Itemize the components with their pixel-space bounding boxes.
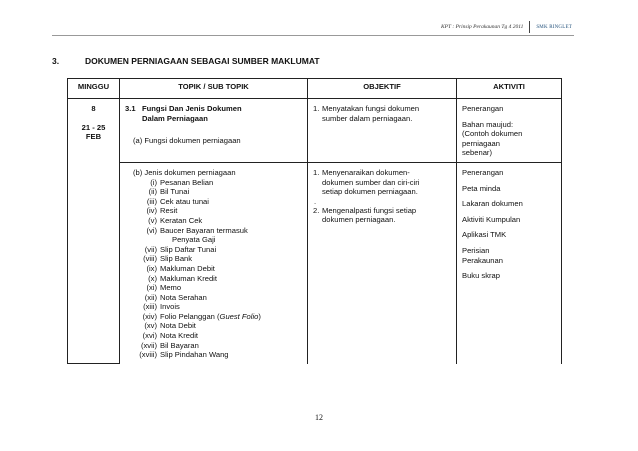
list-item-number: (xiv): [142, 311, 157, 321]
list-item: [125, 206, 302, 216]
week-number: 8: [91, 104, 96, 113]
document-type-list: [125, 178, 302, 360]
list-item: [125, 178, 302, 188]
list-item-number: (ii): [148, 187, 157, 197]
header-school: SMK RINGLET: [536, 24, 572, 30]
col-header-objektif: OBJEKTIF: [308, 79, 457, 99]
list-item-text: Resit: [160, 206, 178, 216]
objective-line: Mengenalpasti fungsi setiap: [322, 205, 417, 215]
activity-item-line: sebenar): [462, 148, 492, 158]
activity-item: Aktiviti Kumpulan: [462, 214, 521, 224]
activity-item: Peta minda: [462, 183, 501, 193]
list-item-text: Invois: [160, 302, 180, 312]
col-header-topik: TOPIK / SUB TOPIK: [120, 79, 308, 99]
list-item-number: (xvi): [142, 331, 157, 341]
list-item-number: (vi): [146, 225, 157, 235]
topic-number: 3.1: [125, 104, 136, 113]
week-cell: [68, 99, 120, 364]
header-rule: [52, 35, 574, 36]
list-item: [125, 264, 302, 274]
topic-title: [125, 104, 302, 123]
list-item-text: Bil Tunai: [160, 187, 190, 197]
list-item-number: (x): [148, 273, 157, 283]
list-item: [125, 302, 302, 312]
list-item: [125, 254, 302, 264]
list-item-text: Nota Debit: [160, 321, 196, 331]
list-item: [125, 187, 302, 197]
subtopic-b: (b) Jenis dokumen perniagaan: [133, 167, 236, 177]
week-month: FEB: [85, 132, 102, 142]
objective-item: [313, 206, 451, 225]
list-item-number: (xii): [144, 292, 157, 302]
page-number: 12: [315, 413, 323, 422]
list-item: [125, 197, 302, 207]
list-item: [125, 235, 302, 245]
objective-cell: [308, 99, 457, 163]
objective-line: dokumen perniagaan.: [322, 215, 396, 225]
objective-item: [313, 168, 451, 197]
table-row: [68, 99, 562, 163]
objective-number: 1.: [313, 104, 320, 113]
list-item-number: (xiii): [143, 302, 157, 312]
list-item-text: Cek atau tunai: [160, 196, 209, 206]
objective-cell: [308, 162, 457, 363]
list-item: [125, 312, 302, 322]
objective-line-1: Menyatakan fungsi dokumen: [322, 104, 420, 113]
activity-cell: [457, 99, 562, 163]
objective-line-2: sumber dalam perniagaan.: [322, 113, 413, 123]
list-item: [125, 216, 302, 226]
col-header-minggu: MINGGU: [68, 79, 120, 99]
objective-item: [313, 104, 451, 123]
list-item-number: (xv): [144, 321, 157, 331]
list-item-text: Slip Pindahan Wang: [160, 350, 229, 360]
list-item: [125, 245, 302, 255]
list-item-text-main: Folio Pelanggan: [160, 311, 215, 321]
activity-item: Penerangan: [462, 167, 504, 177]
topic-title-line-2: Dalam Perniagaan: [142, 113, 208, 123]
list-item: [125, 226, 302, 236]
activity-item-line: Perisian: [462, 245, 490, 255]
list-item-number: [125, 235, 172, 245]
week-range: 21 - 25: [81, 122, 106, 132]
list-item-number: (viii): [143, 254, 157, 264]
header-title: KPT : Prinsip Perakaunan Tg 4 2011: [441, 24, 524, 30]
list-item-text: Memo: [160, 283, 182, 293]
list-item-text-italic: Guest Folio: [219, 311, 259, 321]
activity-item-line: Bahan maujud:: [462, 119, 514, 129]
list-item: [125, 350, 302, 360]
activity-item: [462, 246, 556, 265]
objective-line: setiap dokumen perniagaan.: [322, 187, 418, 197]
list-item-number: (v): [148, 215, 157, 225]
list-item-text: Makluman Debit: [160, 263, 215, 273]
list-item-text: Bil Bayaran: [160, 340, 199, 350]
lesson-plan-table: [67, 78, 562, 364]
objective-line: Menyenaraikan dokumen-: [322, 167, 410, 177]
objective-line: dokumen sumber dan ciri-ciri: [322, 177, 420, 187]
col-header-aktiviti: AKTIVITI: [457, 79, 562, 99]
subtopic-a: (a) Fungsi dokumen perniagaan: [133, 136, 241, 146]
list-item-text: Keratan Cek: [160, 215, 203, 225]
list-item-text: Nota Kredit: [160, 331, 198, 341]
header-separator: [529, 21, 530, 33]
list-item-number: (xvii): [140, 340, 157, 350]
topic-cell: [120, 162, 308, 363]
list-item-number: (iii): [146, 196, 157, 206]
list-item-text: Folio Pelanggan (Guest Folio): [160, 311, 261, 321]
list-item-text: Penyata Gaji: [172, 235, 216, 245]
list-item: [125, 331, 302, 341]
activity-item: Penerangan: [462, 104, 504, 113]
table-header-row: [68, 79, 562, 99]
objective-number: 1.: [313, 167, 320, 177]
activity-item-line: Perakaunan: [462, 255, 503, 265]
topic-cell: [120, 99, 308, 163]
list-item-number: (vii): [144, 244, 157, 254]
list-item: [125, 293, 302, 303]
activity-item-line: perniagaan: [462, 138, 501, 148]
list-item-text: Makluman Kredit: [160, 273, 217, 283]
activity-item: Aplikasi TMK: [462, 230, 507, 240]
list-item-number: (xviii): [139, 350, 157, 360]
list-item-text: Baucer Bayaran termasuk: [160, 225, 248, 235]
list-item-text: Nota Serahan: [160, 292, 207, 302]
list-item-number: (i): [150, 177, 157, 187]
objective-number: 2.: [313, 205, 320, 215]
list-item-text: Pesanan Belian: [160, 177, 214, 187]
table-row: [68, 162, 562, 363]
list-item-number: (ix): [146, 263, 157, 273]
list-item-text: Slip Daftar Tunai: [160, 244, 217, 254]
list-item-number: (xi): [146, 283, 157, 293]
list-item: [125, 274, 302, 284]
list-item: [125, 283, 302, 293]
activity-cell: [457, 162, 562, 363]
topic-title-line-1: Fungsi Dan Jenis Dokumen: [142, 104, 242, 113]
list-item-number: (iv): [146, 206, 157, 216]
list-item: [125, 321, 302, 331]
activity-item-line: (Contoh dokumen: [462, 129, 523, 139]
list-item-text: Slip Bank: [160, 254, 193, 264]
activity-item: Lakaran dokumen: [462, 199, 523, 209]
list-item: [125, 341, 302, 351]
page-header: [441, 21, 572, 33]
section-title: DOKUMEN PERNIAGAAN SEBAGAI SUMBER MAKLUMAT: [85, 56, 320, 66]
stray-dot: .: [314, 196, 317, 206]
section-number: 3.: [52, 56, 60, 66]
activity-item: Buku skrap: [462, 271, 500, 281]
